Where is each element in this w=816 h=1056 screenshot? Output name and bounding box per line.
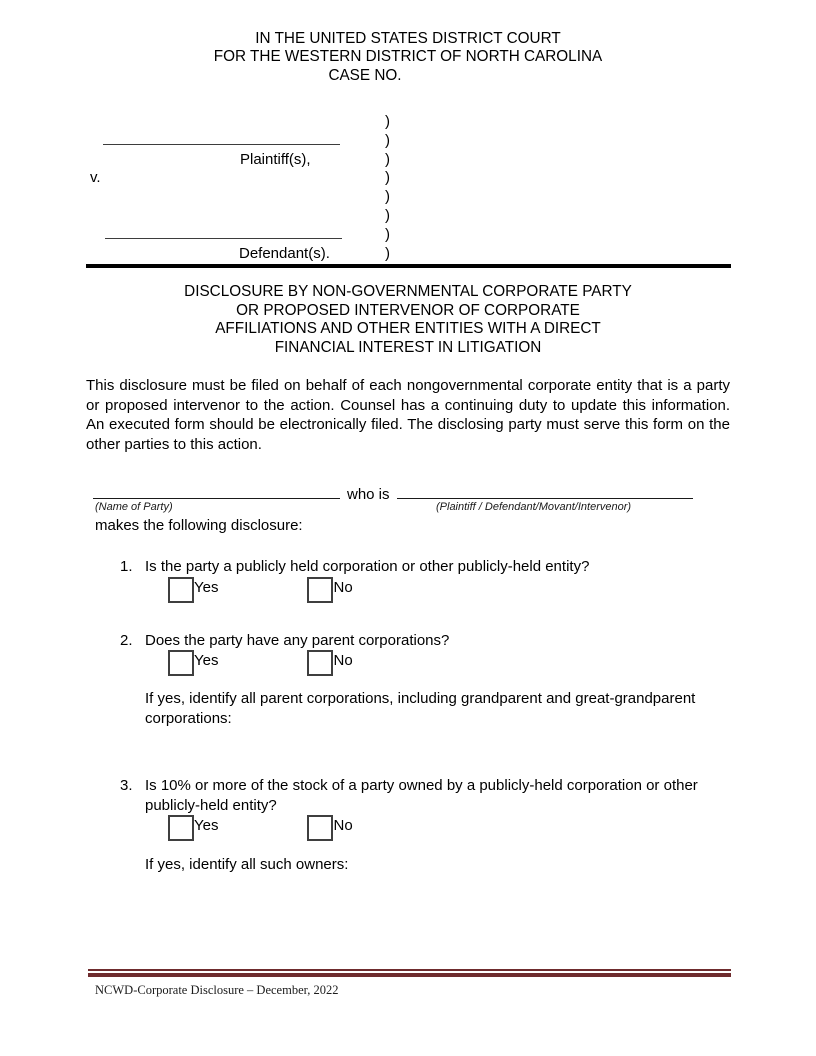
- caption-paren: ): [385, 244, 390, 262]
- q2-no-label: No: [333, 652, 353, 670]
- question-2-number: 2.: [120, 631, 133, 649]
- case-number-line: CASE NO.: [328, 66, 402, 84]
- form-title-line: AFFILIATIONS AND OTHER ENTITIES WITH A DIRECT: [215, 320, 601, 338]
- form-title-line: OR PROPOSED INTERVENOR OF CORPORATE: [236, 301, 580, 319]
- q2-yes-label: Yes: [194, 652, 219, 670]
- caption-paren: ): [385, 113, 390, 131]
- case-caption: [90, 111, 816, 261]
- party-role-blank[interactable]: [397, 483, 693, 499]
- party-identification-line: [93, 483, 816, 504]
- disclosure-lead-in: makes the following disclosure:: [95, 517, 303, 535]
- q1-no-checkbox[interactable]: [307, 577, 333, 603]
- plaintiff-name-blank[interactable]: [103, 129, 340, 145]
- question-3: [120, 776, 730, 815]
- q3-yes-label: Yes: [194, 817, 219, 835]
- caption-paren: ): [385, 188, 390, 206]
- question-2: [120, 631, 730, 651]
- q1-yes-label: Yes: [194, 578, 219, 596]
- district-line: FOR THE WESTERN DISTRICT OF NORTH CAROLINA: [213, 48, 603, 66]
- plaintiff-label: Plaintiff(s),: [240, 150, 311, 168]
- form-title-line: FINANCIAL INTEREST IN LITIGATION: [274, 338, 542, 356]
- name-of-party-hint: (Name of Party): [95, 501, 173, 514]
- page-footer: [88, 969, 731, 998]
- q1-yes-checkbox[interactable]: [168, 577, 194, 603]
- form-title-line: DISCLOSURE BY NON-GOVERNMENTAL CORPORATE PARTY: [184, 283, 632, 301]
- q3-no-label: No: [333, 817, 353, 835]
- defendant-label: Defendant(s).: [239, 244, 330, 262]
- question-1-answers: [168, 577, 730, 603]
- court-name-line: IN THE UNITED STATES DISTRICT COURT: [255, 30, 561, 47]
- footer-rule-thick: [88, 973, 731, 977]
- q2-yes-checkbox[interactable]: [168, 650, 194, 676]
- defendant-name-blank[interactable]: [105, 223, 342, 239]
- question-3-followup: If yes, identify all such owners:: [145, 856, 349, 874]
- versus-label: v.: [90, 169, 101, 187]
- caption-paren: ): [385, 225, 390, 243]
- question-list: [120, 557, 730, 875]
- question-3-text: Is 10% or more of the stock of a party owned by a publicly-held corporation or other publicly-held entity?: [145, 777, 698, 814]
- caption-paren: ): [385, 131, 390, 149]
- form-title: [0, 283, 816, 357]
- question-1: [120, 557, 730, 577]
- caption-paren: ): [385, 169, 390, 187]
- q2-no-checkbox[interactable]: [307, 650, 333, 676]
- blank-hints-row: [93, 500, 816, 513]
- caption-divider-rule: [86, 264, 731, 269]
- q1-no-label: No: [333, 578, 353, 596]
- question-1-number: 1.: [120, 558, 133, 576]
- party-role-hint: (Plaintiff / Defendant/Movant/Intervenor): [436, 501, 632, 514]
- intro-paragraph: This disclosure must be filed on behalf of each nongovernmental corporate entity that is a party or proposed intervenor to the action. Counsel has a continuing duty to update this information. An executed form should be electronically filed. The disclosing party must serve this form on the other parties to this action.: [86, 377, 730, 453]
- q3-yes-checkbox[interactable]: [168, 815, 194, 841]
- court-header: [0, 0, 816, 85]
- question-3-answers: [168, 815, 730, 841]
- question-2-answers: [168, 650, 730, 676]
- caption-paren: ): [385, 150, 390, 168]
- question-2-followup: If yes, identify all parent corporations, including grandparent and great-grandparent corporations:: [145, 690, 696, 727]
- q3-no-checkbox[interactable]: [307, 815, 333, 841]
- who-is-text: who is: [347, 486, 390, 504]
- question-2-text: Does the party have any parent corporations?: [145, 631, 450, 649]
- question-3-number: 3.: [120, 777, 133, 795]
- question-1-text: Is the party a publicly held corporation or other publicly-held entity?: [145, 558, 590, 576]
- party-name-blank[interactable]: [93, 483, 340, 499]
- footer-text: NCWD-Corporate Disclosure – December, 2022: [95, 983, 339, 997]
- caption-paren: ): [385, 207, 390, 224]
